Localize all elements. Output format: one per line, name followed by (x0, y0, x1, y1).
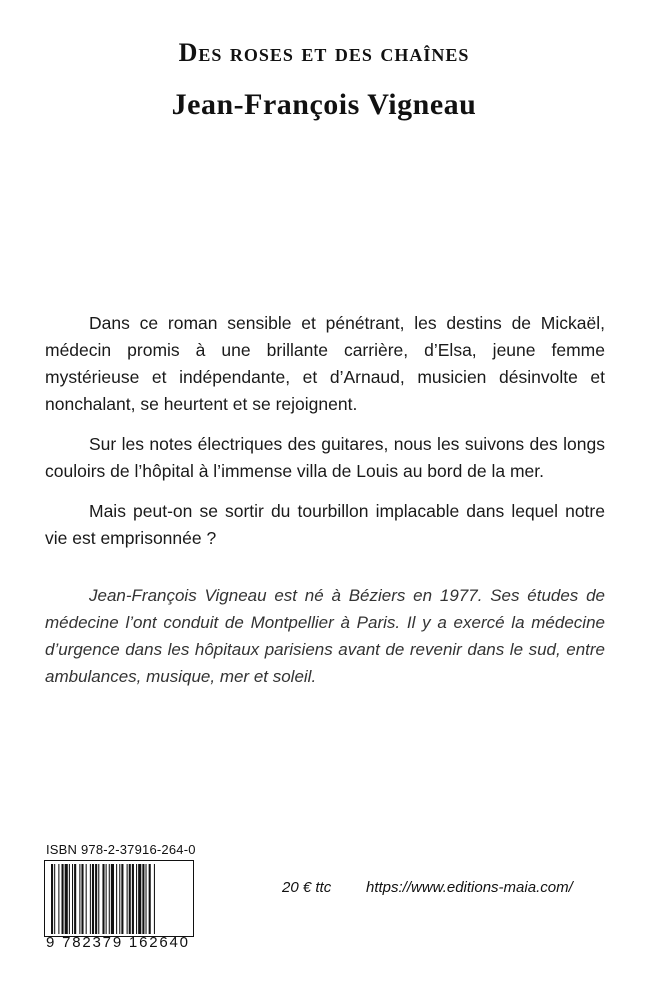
barcode-bar (116, 864, 117, 934)
barcode-bar (154, 864, 155, 934)
barcode-bar (132, 864, 134, 934)
barcode-bar (149, 864, 151, 934)
barcode-bar (146, 864, 147, 934)
barcode-bar (92, 864, 94, 934)
barcode-bars (45, 861, 194, 937)
barcode-bar (138, 864, 141, 934)
barcode-bar (102, 864, 104, 934)
barcode-bar (51, 864, 53, 934)
barcode-bar (86, 864, 87, 934)
barcode-bar (136, 864, 137, 934)
barcode-bar (121, 864, 123, 934)
barcode-bar (79, 864, 80, 934)
barcode-bar (119, 864, 120, 934)
book-author: Jean-François Vigneau (171, 88, 477, 121)
barcode-digits: 9 782379 162640 (46, 934, 190, 951)
barcode-bar (129, 864, 131, 934)
barcode-bar (142, 864, 144, 934)
barcode-bar (81, 864, 83, 934)
blurb (45, 310, 605, 565)
barcode-bar (72, 864, 73, 934)
barcode-bar (62, 864, 64, 934)
barcode-bar (95, 864, 97, 934)
barcode-bar (74, 864, 76, 934)
blurb-paragraph: Dans ce roman sensible et pénétrant, les destins de Mickaël, médecin promis à une brillante carrière, d’Elsa, jeune femme mystérieuse et indépendante, et d’Arnaud, musicien désinvolte et nonchalant, se heurtent et se rejoignent. (45, 313, 605, 414)
publisher-url: https://www.editions-maia.com/ (366, 879, 573, 896)
isbn-label: ISBN 978-2-37916-264-0 (46, 842, 196, 857)
barcode-bar (109, 864, 110, 934)
barcode-bar (65, 864, 68, 934)
blurb-paragraph: Mais peut-on se sortir du tourbillon implacable dans lequel notre vie est emprisonnée ? (45, 501, 605, 548)
barcode-bar (90, 864, 91, 934)
book-title: Des roses et des chaînes (178, 38, 470, 67)
author-bio (45, 582, 605, 690)
barcode-bar (106, 864, 107, 934)
barcode-bar (69, 864, 70, 934)
blurb-paragraph: Sur les notes électriques des guitares, nous les suivons des longs couloirs de l’hôpital à l’immense villa de Louis au bord de la mer. (45, 434, 605, 481)
price: 20 € ttc (282, 879, 332, 896)
barcode-bar (111, 864, 114, 934)
barcode-bar (54, 864, 55, 934)
barcode (44, 860, 194, 937)
author-bio-text: Jean-François Vigneau est né à Béziers en 1977. Ses études de médecine l’ont conduit de Montpellier à Paris. Il y a exercé la médecine d’urgence dans les hôpitaux parisiens avant de revenir dans le sud, entre ambulances, musique, mer et soleil. (45, 586, 605, 686)
barcode-bar (58, 864, 59, 934)
barcode-bar (127, 864, 128, 934)
barcode-bar (98, 864, 99, 934)
